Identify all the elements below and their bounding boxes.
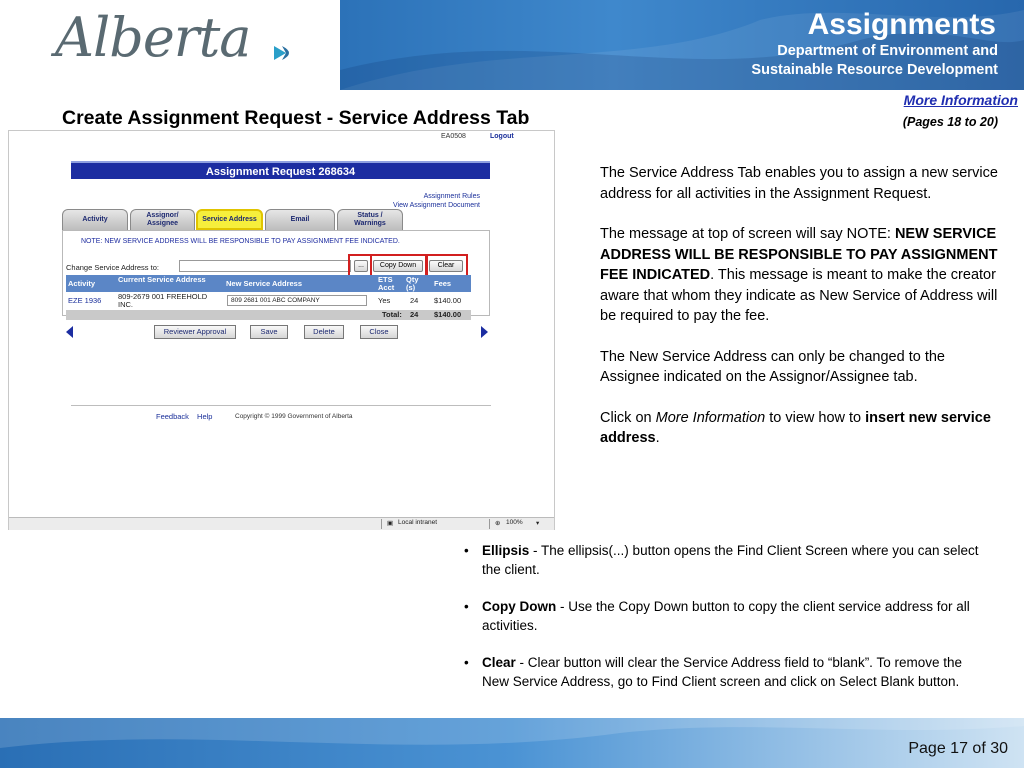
assignment-rules-link[interactable]: Assignment Rules xyxy=(423,193,480,200)
bullet-icon: • xyxy=(464,543,469,558)
reviewer-approval-button[interactable]: Reviewer Approval xyxy=(154,325,236,339)
close-button[interactable]: Close xyxy=(360,325,398,339)
copy-down-highlight-box xyxy=(370,254,427,277)
list-item xyxy=(462,541,992,579)
row-activity-link[interactable]: EZE 1936 xyxy=(68,296,102,305)
banner-subtitle xyxy=(751,42,998,80)
p4-more-info: More Information xyxy=(655,409,766,426)
column-current-address: Current Service Address xyxy=(118,275,206,284)
bullet-term: Clear xyxy=(482,655,516,670)
tab-label: Email xyxy=(290,216,310,223)
slide-title: Create Assignment Request - Service Address Tab xyxy=(62,107,530,129)
bullet-icon: • xyxy=(464,599,469,614)
zone-label: Local intranet xyxy=(398,519,438,526)
column-activity: Activity xyxy=(68,279,96,288)
row-ets-acct: Yes xyxy=(378,296,391,305)
bullet-text: - Use the Copy Down button to copy the client service address for all activities. xyxy=(482,599,970,633)
total-qty: 24 xyxy=(410,310,419,319)
tab-label: Status / Warnings xyxy=(354,212,386,227)
p2-suffix: . This message is meant to make the creator aware that whom they indicate as New Service of Address will be required to pay the fee. xyxy=(600,267,998,324)
banner-title: Assignments xyxy=(807,8,996,41)
zoom-level[interactable]: 100% xyxy=(506,519,523,526)
clear-highlight-box xyxy=(426,254,468,277)
list-item xyxy=(462,653,992,691)
fee-responsibility-note: NOTE: NEW SERVICE ADDRESS WILL BE RESPONSIBLE TO PAY ASSIGNMENT FEE INDICATED. xyxy=(81,238,400,245)
ellipsis-button[interactable]: ... xyxy=(354,260,368,272)
assignments-banner xyxy=(340,0,1024,90)
tab-label: Activity xyxy=(82,216,108,223)
button-explanations xyxy=(462,541,992,709)
row-qty: 24 xyxy=(410,296,419,305)
alberta-logo-text: Alberta xyxy=(55,6,251,69)
delete-button[interactable]: Delete xyxy=(304,325,344,339)
total-label: Total: xyxy=(382,310,402,319)
change-service-address-label: Change Service Address to: xyxy=(66,263,159,272)
alberta-logo xyxy=(0,0,340,90)
next-arrow-icon[interactable] xyxy=(481,326,488,338)
column-fees: Fees xyxy=(434,279,452,288)
rules-links xyxy=(393,192,480,210)
alberta-logo-mark-icon xyxy=(272,42,298,64)
bullet-text: - The ellipsis(...) button opens the Find Client Screen where you can select the client. xyxy=(482,543,979,577)
more-information-link[interactable]: More Information xyxy=(903,92,1018,108)
tab-email[interactable] xyxy=(265,209,335,230)
footer-links xyxy=(156,412,212,421)
help-link[interactable]: Help xyxy=(197,412,213,421)
description-paragraph-1: The Service Address Tab enables you to assign a new service address for all activities in the Assignment Request. xyxy=(600,165,998,202)
previous-arrow-icon[interactable] xyxy=(66,326,73,338)
description-text xyxy=(600,163,1000,469)
pages-reference: (Pages 18 to 20) xyxy=(902,115,998,129)
service-address-screenshot xyxy=(8,130,555,530)
total-fees: $140.00 xyxy=(434,310,462,319)
activity-table-header xyxy=(66,275,471,292)
bullet-term: Ellipsis xyxy=(482,543,530,558)
service-address-input[interactable] xyxy=(179,260,351,272)
column-new-address: New Service Address xyxy=(226,279,303,288)
description-paragraph-3: The New Service Address can only be changed to the Assignee indicated on the Assignor/Assignee tab. xyxy=(600,348,945,385)
bullet-icon: • xyxy=(464,655,469,670)
description-paragraph-4 xyxy=(600,408,1000,449)
tab-label: Assignor/ Assignee xyxy=(146,212,179,227)
feedback-link[interactable]: Feedback xyxy=(156,412,189,421)
footer-wave-band xyxy=(0,718,1024,768)
p4-prefix: Click on xyxy=(600,409,656,426)
column-qty: Qty (s) xyxy=(406,275,419,292)
footer-divider xyxy=(71,405,491,406)
p4-suffix: . xyxy=(655,430,660,446)
slide-header xyxy=(0,0,1024,90)
row-new-address-input[interactable]: 809 2681 001 ABC COMPANY xyxy=(227,295,367,306)
banner-subtitle-line1: Department of Environment and xyxy=(777,43,998,59)
zoom-icon: ⊕ xyxy=(495,520,501,527)
list-item xyxy=(462,597,992,635)
browser-status-bar xyxy=(9,517,554,530)
ellipsis-highlight-box xyxy=(348,254,372,277)
tab-label: Service Address xyxy=(202,215,257,223)
p2-note-text: NEW SERVICE ADDRESS WILL BE RESPONSIBLE TO PAY ASSIGNMENT FEE INDICATED xyxy=(600,226,998,283)
logout-link[interactable]: Logout xyxy=(490,133,514,140)
copyright-text: Copyright © 1999 Government of Alberta xyxy=(235,413,353,420)
copy-down-button[interactable]: Copy Down xyxy=(373,260,423,272)
assignment-request-bar: Assignment Request 268634 xyxy=(71,161,490,179)
row-fees: $140.00 xyxy=(434,296,462,305)
page-number: Page 17 of 30 xyxy=(908,740,1008,757)
intranet-zone-icon: ▣ xyxy=(387,520,394,527)
save-button[interactable]: Save xyxy=(250,325,288,339)
zoom-dropdown-icon[interactable]: ▾ xyxy=(536,520,540,527)
banner-subtitle-line2: Sustainable Resource Development xyxy=(751,62,998,78)
bullet-term: Copy Down xyxy=(482,599,557,614)
p4-mid: to view how to xyxy=(765,409,866,426)
status-divider xyxy=(381,519,382,529)
p2-prefix: The message at top of screen will say NOTE: xyxy=(600,226,895,242)
description-paragraph-2 xyxy=(600,224,1000,327)
tab-status-warnings[interactable] xyxy=(337,209,403,230)
column-ets-acct: ETS Acct xyxy=(378,275,395,292)
tab-service-address[interactable] xyxy=(196,209,263,230)
row-current-address: 809-2679 001 FREEHOLD INC. xyxy=(118,292,208,309)
bullet-text: - Clear button will clear the Service Address field to “blank”. To remove the New Service Address, go to Find Client screen and click on Select Blank button. xyxy=(482,655,962,689)
status-divider xyxy=(489,519,490,529)
total-bar xyxy=(66,310,471,320)
clear-button[interactable]: Clear xyxy=(429,260,463,272)
tab-assignor-assignee[interactable] xyxy=(130,209,195,230)
tab-activity[interactable] xyxy=(62,209,128,230)
user-id: EA0508 xyxy=(441,133,466,140)
view-assignment-document-link[interactable]: View Assignment Document xyxy=(392,202,480,209)
p4-bold: insert new service address xyxy=(600,409,991,446)
